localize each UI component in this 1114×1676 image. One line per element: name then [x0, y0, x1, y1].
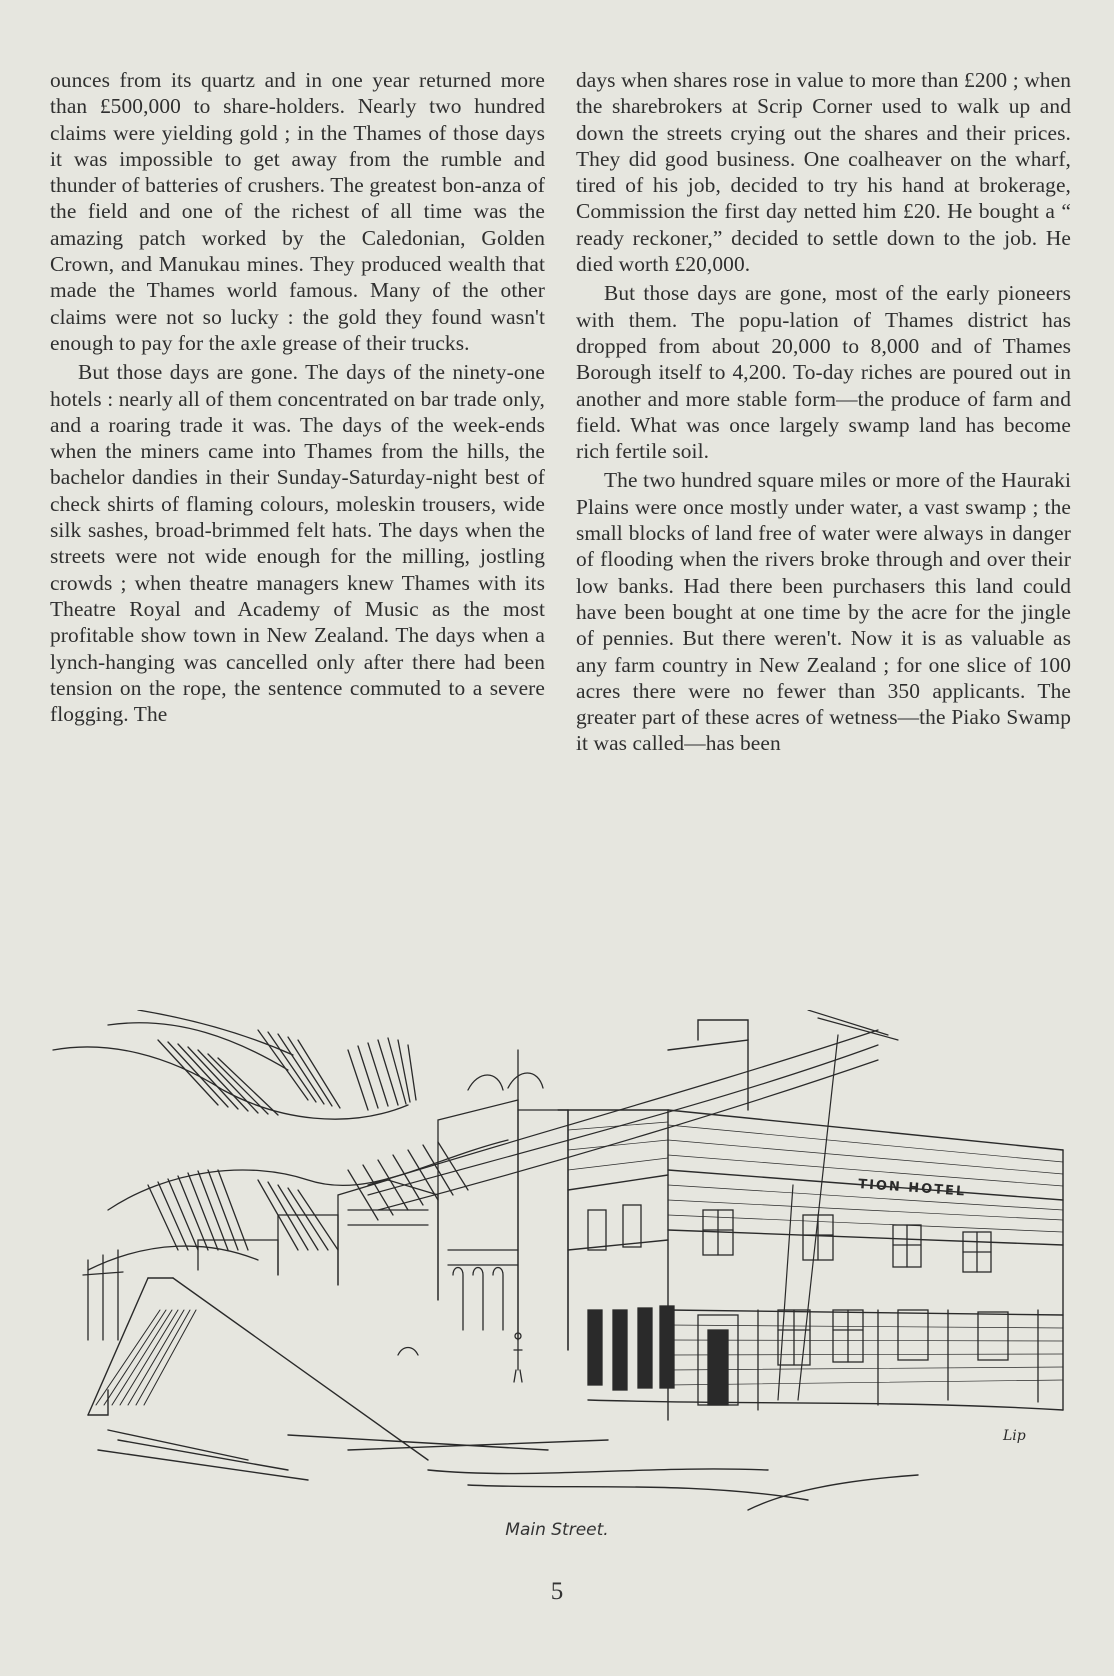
paragraph: But those days are gone, most of the early pioneers with them. The popu-lation of Thames district has dropped from about 20,000 to 8,000 and of Thames Borough itself to 4,200. To-day riches are poured out in another and more stable form—the produce of farm and field. What was once largely swamp land has become rich fertile soil. [576, 281, 1071, 464]
hotel-sign: TION HOTEL [857, 1177, 967, 1200]
paragraph: days when shares rose in value to more than £200 ; when the sharebrokers at Scrip Corner used to walk up and down the streets crying out the shares and their prices. They did good business. One coalheaver on the wharf, tired of his job, decided to try his hand at brokerage, Commission the first day netted him £20. He bought a “ ready reckoner,” decided to settle down to the job. He died worth £20,000. [576, 68, 1071, 277]
paragraph: The two hundred square miles or more of the Hauraki Plains were once mostly under water, a vast swamp ; the small blocks of land free of water were always in danger of flooding when the rivers broke through and over their low banks. Had there been purchasers this land could have been bought at one time by the acre for the jingle of pennies. But there weren't. Now it is as valuable as any farm country in New Zealand ; for one slice of 100 acres there were no fewer than 350 applicants. The greater part of these acres of wetness—the Piako Swamp it was called—has been [576, 468, 1071, 756]
main-street-illustration [48, 1010, 1068, 1530]
left-column [50, 67, 545, 727]
page-number: 5 [550, 1578, 564, 1605]
artist-signature: Lip [1003, 1428, 1026, 1444]
right-column [576, 67, 1071, 757]
illustration-caption: Main Street. [505, 1520, 609, 1540]
paragraph: ounces from its quartz and in one year returned more than £500,000 to share-holders. Nearly two hundred claims were yielding gold ; in the Thames of those days it was impossible to get away from the rumble and thunder of batteries of crushers. The greatest bon-anza of the field and one of the richest of all time was the amazing patch worked by the Caledonian, Golden Crown, and Manukau mines. They produced wealth that made the Thames world famous. Many of the other claims were not so lucky : the gold they found wasn't enough to pay for the axle grease of their trucks. [50, 68, 545, 355]
paragraph: But those days are gone. The days of the ninety-one hotels : nearly all of them concentrated on bar trade only, and a roaring trade it was. The days of the week-ends when the miners came into Thames from the hills, the bachelor dandies in their Sunday-Saturday-night best of check shirts of flaming colours, moleskin trousers, wide silk sashes, broad-brimmed felt hats. The days when the streets were not wide enough for the milling, jostling crowds ; when theatre managers knew Thames with its Theatre Royal and Academy of Music as the most profitable show town in New Zealand. The days when a lynch-hanging was cancelled only after there had been tension on the rope, the sentence commuted to a severe flogging. The [50, 360, 545, 727]
